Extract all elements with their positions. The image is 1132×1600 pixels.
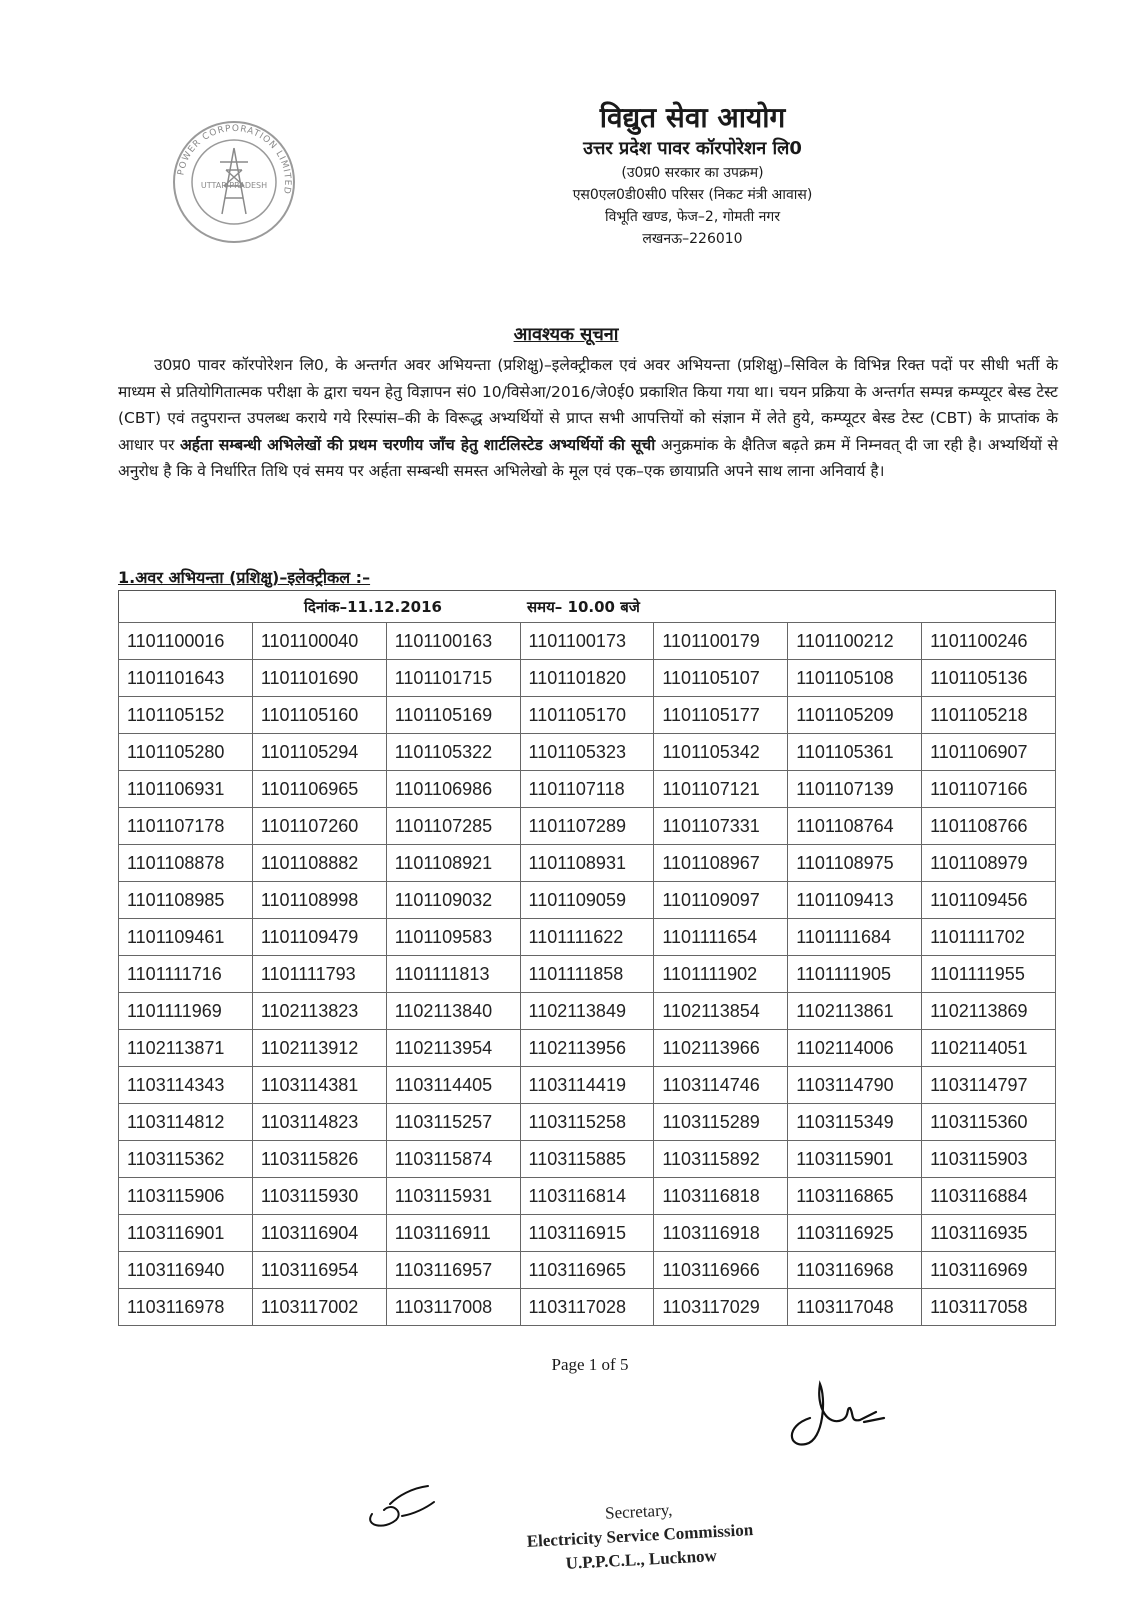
- roll-number-cell: 1103115289: [654, 1104, 788, 1141]
- roll-number-cell: 1103114343: [119, 1067, 253, 1104]
- roll-number-cell: 1101105108: [788, 660, 922, 697]
- notice-text-start: उ0प्र0 पावर कॉरपोरेशन लि0, के अन्तर्गत अवर अभियन्ता (प्रशिक्षु)–इलेक्ट्रीकल एवं अवर अभियन्ता (प्रशिक्षु)–सिविल के विभिन्न रिक्त पदों पर सीधी भर्ती के माध्यम से प्रतियोगितात्मक परीक्षा के द्वारा चयन हेतु विज्ञापन सं0 10/विसेआ/2016/जे0ई0 प्रकाशित किया गया था। चयन प्रक्रिया के अन्तर्गत सम्पन्न कम्प्यूटर बेस्ड टेस्ट (CBT) एवं तदुपरान्त उपलब्ध कराये गये रिस्पांस–की के विरूद्ध अभ्यर्थियों से प्राप्त सभी आपत्तियों को संज्ञान में लेते हुये, कम्प्यूटर बेस्ड टेस्ट (CBT) के प्राप्तांक के आधार पर: [118, 356, 1058, 454]
- roll-number-cell: 1101106986: [386, 771, 520, 808]
- roll-number-cell: 1101100016: [119, 623, 253, 660]
- roll-number-cell: 1101109059: [520, 882, 654, 919]
- roll-number-cell: 1103115892: [654, 1141, 788, 1178]
- roll-number-cell: 1102113840: [386, 993, 520, 1030]
- commission-title: विद्युत सेवा आयोग: [599, 101, 786, 134]
- roll-number-cell: 1103115257: [386, 1104, 520, 1141]
- roll-number-cell: 1103114812: [119, 1104, 253, 1141]
- address-line-3: विभूति खण्ड, फेज–2, गोमती नगर: [604, 209, 781, 225]
- roll-number-cell: 1102113869: [922, 993, 1056, 1030]
- table-row: [119, 1252, 1056, 1289]
- roll-number-cell: 1102113849: [520, 993, 654, 1030]
- roll-number-cell: 1101100173: [520, 623, 654, 660]
- table-row: [119, 845, 1056, 882]
- roll-number-cell: 1101105177: [654, 697, 788, 734]
- roll-number-cell: 1103115903: [922, 1141, 1056, 1178]
- roll-number-cell: 1103116957: [386, 1252, 520, 1289]
- notice-text-end: अनुक्रमांक के क्षैतिज बढ़ते क्रम में निम्नवत् दी जा रही है। अभ्यर्थियों से अनुरोध है कि वे निर्धारित तिथि एवं समय पर अर्हता सम्बन्धी समस्त अभिलेखो के मूल एवं एक–एक छायाप्रति अपने साथ लाना अनिवार्य है।: [118, 435, 1059, 480]
- schedule-row: [118, 590, 1056, 622]
- roll-number-cell: 1101100179: [654, 623, 788, 660]
- section-heading: 1.अवर अभियन्ता (प्रशिक्षु)–इलेक्ट्रीकल :–: [118, 568, 371, 587]
- signatory-title: Secretary,: [604, 1500, 673, 1523]
- roll-number-cell: 1101100163: [386, 623, 520, 660]
- roll-number-cell: 1103114790: [788, 1067, 922, 1104]
- roll-number-cell: 1103115930: [252, 1178, 386, 1215]
- roll-number-cell: 1101111905: [788, 956, 922, 993]
- roll-number-cell: 1101111813: [386, 956, 520, 993]
- roll-number-cell: 1103117028: [520, 1289, 654, 1326]
- letterhead: [500, 100, 885, 250]
- roll-number-cell: 1103116968: [788, 1252, 922, 1289]
- schedule-time: समय– 10.00 बजे: [527, 598, 640, 616]
- seal-ring-text: POWER CORPORATION LIMITED: [176, 123, 293, 196]
- roll-number-cell: 1101108764: [788, 808, 922, 845]
- roll-number-cell: 1102113823: [252, 993, 386, 1030]
- organisation-name: उत्तर प्रदेश पावर कॉरपोरेशन लि0: [583, 138, 802, 159]
- roll-number-cell: 1101111622: [520, 919, 654, 956]
- roll-number-cell: 1101105107: [654, 660, 788, 697]
- roll-number-cell: 1101105218: [922, 697, 1056, 734]
- roll-number-cell: 1103116978: [119, 1289, 253, 1326]
- roll-number-cell: 1101111793: [252, 956, 386, 993]
- roll-number-cell: 1103116884: [922, 1178, 1056, 1215]
- table-row: [119, 808, 1056, 845]
- roll-number-cell: 1103114797: [922, 1067, 1056, 1104]
- table-row: [119, 1289, 1056, 1326]
- roll-number-cell: 1103115349: [788, 1104, 922, 1141]
- roll-number-cell: 1103114419: [520, 1067, 654, 1104]
- roll-number-cell: 1102113954: [386, 1030, 520, 1067]
- roll-number-cell: 1103115360: [922, 1104, 1056, 1141]
- roll-number-cell: 1103117008: [386, 1289, 520, 1326]
- roll-number-cell: 1101100246: [922, 623, 1056, 660]
- table-row: [119, 734, 1056, 771]
- roll-number-cell: 1103116935: [922, 1215, 1056, 1252]
- roll-number-cell: 1103116865: [788, 1178, 922, 1215]
- roll-number-cell: 1101101690: [252, 660, 386, 697]
- table-row: [119, 993, 1056, 1030]
- roll-number-cell: 1101107289: [520, 808, 654, 845]
- secretary-signature: [780, 1378, 900, 1454]
- roll-number-cell: 1101109413: [788, 882, 922, 919]
- roll-number-cell: 1103114746: [654, 1067, 788, 1104]
- roll-number-cell: 1101101715: [386, 660, 520, 697]
- table-row: [119, 1141, 1056, 1178]
- roll-number-cell: 1101108766: [922, 808, 1056, 845]
- roll-number-cell: 1103116818: [654, 1178, 788, 1215]
- roll-number-cell: 1103116904: [252, 1215, 386, 1252]
- roll-number-cell: 1101101643: [119, 660, 253, 697]
- roll-number-cell: 1102113854: [654, 993, 788, 1030]
- roll-number-cell: 1101107260: [252, 808, 386, 845]
- roll-number-cell: 1101100040: [252, 623, 386, 660]
- notice-text-bold: अर्हता सम्बन्धी अभिलेखों की प्रथम चरणीय जाँच हेतु शार्टलिस्टेड अभ्यर्थियों की सूची: [179, 435, 656, 454]
- roll-number-cell: 1101109583: [386, 919, 520, 956]
- roll-number-cell: 1101109097: [654, 882, 788, 919]
- roll-number-cell: 1101107139: [788, 771, 922, 808]
- roll-number-cell: 1101107118: [520, 771, 654, 808]
- roll-number-cell: 1101108979: [922, 845, 1056, 882]
- table-row: [119, 1104, 1056, 1141]
- signatory-block: [478, 1492, 801, 1581]
- table-row: [119, 697, 1056, 734]
- roll-number-cell: 1101106931: [119, 771, 253, 808]
- roll-number-cell: 1101105169: [386, 697, 520, 734]
- address-line-1: (उ0प्र0 सरकार का उपक्रम): [621, 165, 764, 181]
- notice-heading: आवश्यक सूचना: [513, 324, 619, 345]
- roll-number-cell: 1102113861: [788, 993, 922, 1030]
- roll-number-cell: 1101109479: [252, 919, 386, 956]
- table-row: [119, 660, 1056, 697]
- roll-number-cell: 1101106965: [252, 771, 386, 808]
- roll-number-cell: 1103115362: [119, 1141, 253, 1178]
- roll-number-cell: 1101111684: [788, 919, 922, 956]
- roll-number-cell: 1103116969: [922, 1252, 1056, 1289]
- roll-number-cell: 1101105323: [520, 734, 654, 771]
- roll-number-cell: 1103114823: [252, 1104, 386, 1141]
- roll-number-cell: 1103116925: [788, 1215, 922, 1252]
- power-corporation-seal: [170, 118, 298, 246]
- roll-number-cell: 1103116966: [654, 1252, 788, 1289]
- roll-number-cell: 1101107285: [386, 808, 520, 845]
- roll-number-cell: 1102113966: [654, 1030, 788, 1067]
- roll-number-cell: 1103114381: [252, 1067, 386, 1104]
- roll-number-cell: 1103117029: [654, 1289, 788, 1326]
- roll-number-cell: 1101108878: [119, 845, 253, 882]
- table-row: [119, 1215, 1056, 1252]
- roll-number-cell: 1103115826: [252, 1141, 386, 1178]
- roll-number-cell: 1101108967: [654, 845, 788, 882]
- roll-number-cell: 1101108998: [252, 882, 386, 919]
- roll-number-cell: 1102113956: [520, 1030, 654, 1067]
- roll-number-cell: 1101111654: [654, 919, 788, 956]
- address-line-2: एस0एल0डी0सी0 परिसर (निकट मंत्री आवास): [572, 187, 813, 203]
- roll-number-cell: 1103116954: [252, 1252, 386, 1289]
- table-row: [119, 956, 1056, 993]
- roll-number-cell: 1103114405: [386, 1067, 520, 1104]
- roll-number-cell: 1103117002: [252, 1289, 386, 1326]
- roll-number-cell: 1101106907: [922, 734, 1056, 771]
- table-row: [119, 1030, 1056, 1067]
- roll-number-cell: 1103116915: [520, 1215, 654, 1252]
- table-row: [119, 623, 1056, 660]
- roll-number-cell: 1101107121: [654, 771, 788, 808]
- roll-number-cell: 1101105280: [119, 734, 253, 771]
- roll-number-cell: 1101107166: [922, 771, 1056, 808]
- schedule-date: दिनांक–11.12.2016: [304, 598, 442, 616]
- roll-number-cell: 1101111969: [119, 993, 253, 1030]
- roll-number-cell: 1101105170: [520, 697, 654, 734]
- roll-number-cell: 1103116814: [520, 1178, 654, 1215]
- roll-number-cell: 1101105160: [252, 697, 386, 734]
- roll-number-cell: 1101108975: [788, 845, 922, 882]
- roll-number-cell: 1101107178: [119, 808, 253, 845]
- roll-number-cell: 1101109461: [119, 919, 253, 956]
- roll-number-cell: 1101109032: [386, 882, 520, 919]
- roll-number-cell: 1101107331: [654, 808, 788, 845]
- table-row: [119, 1178, 1056, 1215]
- roll-number-cell: 1101111702: [922, 919, 1056, 956]
- roll-number-cell: 1101111716: [119, 956, 253, 993]
- roll-number-cell: 1103116940: [119, 1252, 253, 1289]
- table-row: [119, 919, 1056, 956]
- roll-number-cell: 1101111902: [654, 956, 788, 993]
- roll-number-cell: 1103117048: [788, 1289, 922, 1326]
- signatory-organisation: Electricity Service Commission: [526, 1520, 754, 1551]
- notice-body: [118, 352, 1058, 485]
- signatory-location: U.P.P.C.L., Lucknow: [565, 1546, 718, 1573]
- roll-number-cell: 1103116901: [119, 1215, 253, 1252]
- roll-number-table: [118, 622, 1056, 1326]
- roll-number-cell: 1101105209: [788, 697, 922, 734]
- table-row: [119, 882, 1056, 919]
- roll-number-cell: 1103116918: [654, 1215, 788, 1252]
- table-row: [119, 771, 1056, 808]
- roll-number-cell: 1103116965: [520, 1252, 654, 1289]
- roll-number-cell: 1102114051: [922, 1030, 1056, 1067]
- roll-number-cell: 1102114006: [788, 1030, 922, 1067]
- roll-number-cell: 1101105294: [252, 734, 386, 771]
- roll-number-cell: 1101105342: [654, 734, 788, 771]
- roll-number-cell: 1103115906: [119, 1178, 253, 1215]
- roll-number-cell: 1101105361: [788, 734, 922, 771]
- roll-number-cell: 1101105136: [922, 660, 1056, 697]
- roll-number-cell: 1101100212: [788, 623, 922, 660]
- roll-number-cell: 1101101820: [520, 660, 654, 697]
- address-line-4: लखनऊ–226010: [642, 231, 743, 247]
- roll-number-cell: 1101105322: [386, 734, 520, 771]
- roll-number-cell: 1101105152: [119, 697, 253, 734]
- seal-inner-text: UTTAR PRADESH: [200, 181, 268, 190]
- roll-number-cell: 1101109456: [922, 882, 1056, 919]
- page-number: Page 1 of 5: [551, 1355, 629, 1374]
- roll-number-cell: 1103115258: [520, 1104, 654, 1141]
- table-row: [119, 1067, 1056, 1104]
- initials-mark: [362, 1478, 442, 1532]
- roll-number-cell: 1101108931: [520, 845, 654, 882]
- roll-number-cell: 1102113871: [119, 1030, 253, 1067]
- roll-number-cell: 1103116911: [386, 1215, 520, 1252]
- roll-number-cell: 1101108882: [252, 845, 386, 882]
- roll-number-cell: 1103115901: [788, 1141, 922, 1178]
- roll-number-cell: 1101111955: [922, 956, 1056, 993]
- roll-number-cell: 1103117058: [922, 1289, 1056, 1326]
- roll-number-cell: 1101111858: [520, 956, 654, 993]
- roll-number-cell: 1102113912: [252, 1030, 386, 1067]
- roll-number-cell: 1103115874: [386, 1141, 520, 1178]
- roll-number-cell: 1101108921: [386, 845, 520, 882]
- roll-number-cell: 1101108985: [119, 882, 253, 919]
- roll-number-cell: 1103115931: [386, 1178, 520, 1215]
- roll-number-cell: 1103115885: [520, 1141, 654, 1178]
